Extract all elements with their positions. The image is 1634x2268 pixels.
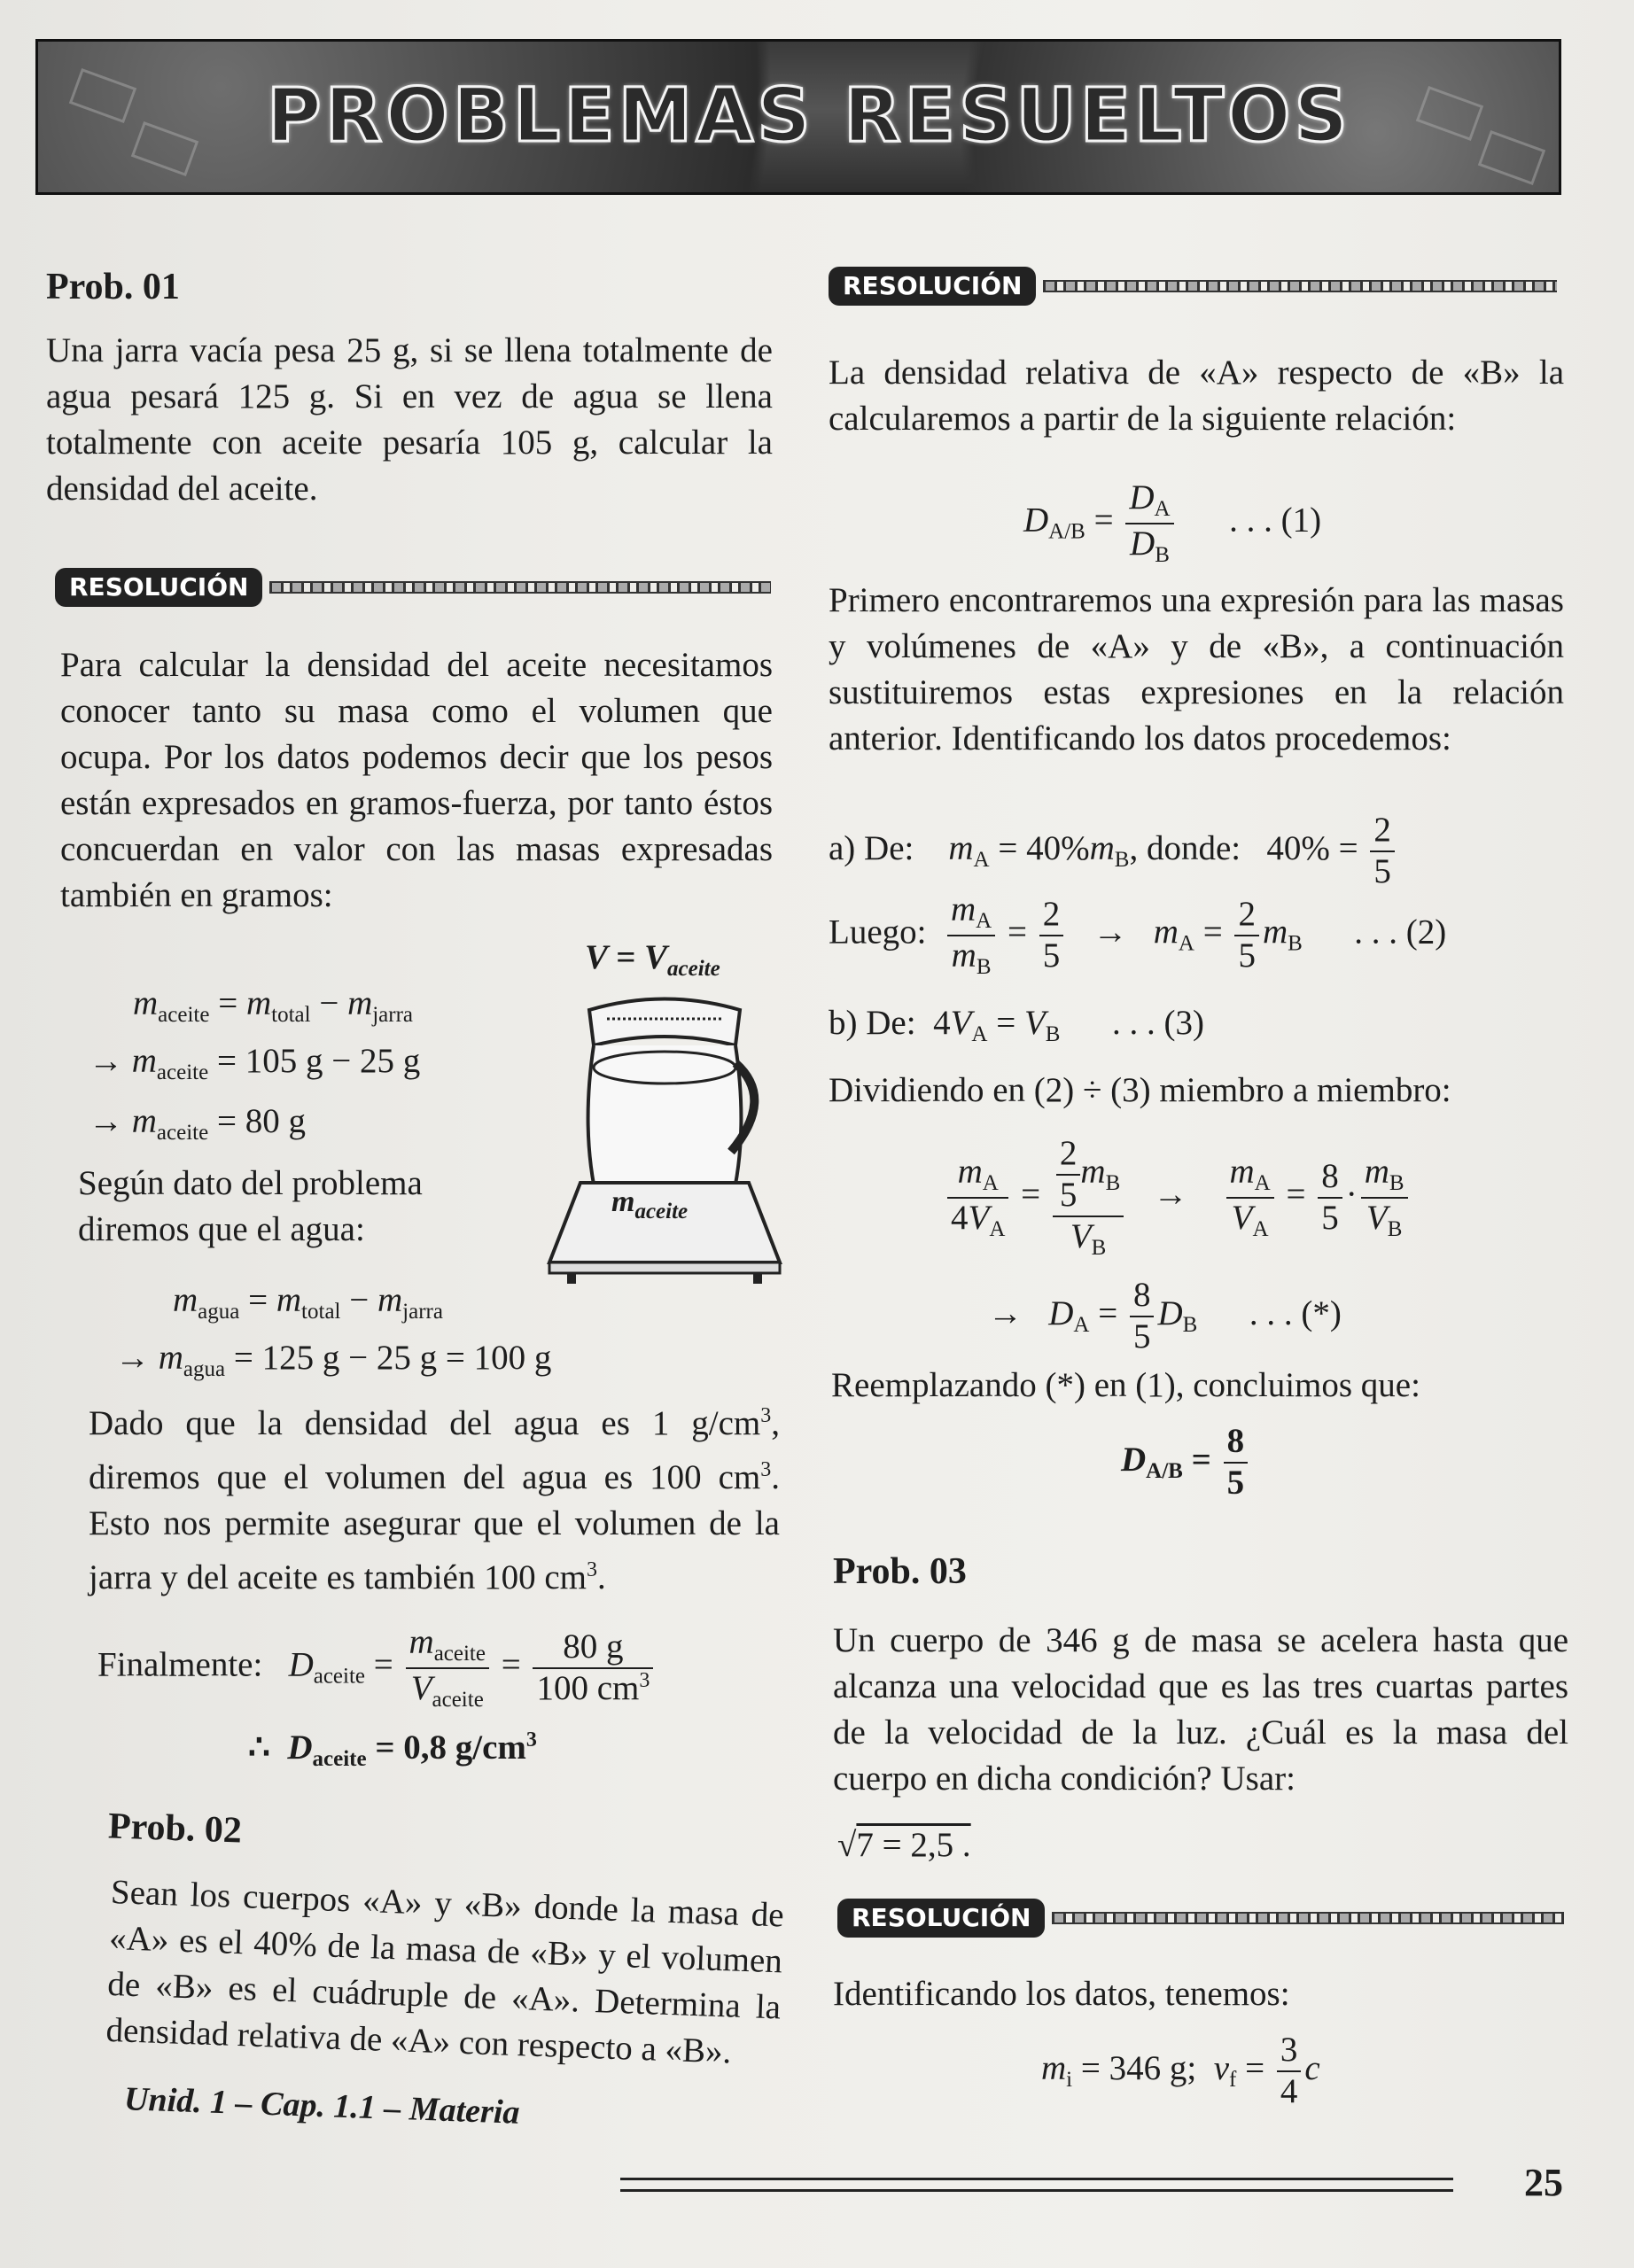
sqrt-data: √7 = 2,5 . — [837, 1826, 971, 1864]
eq-masa-aceite-values: → $m_{aceite} = 105$ g − 25 g — [89, 1042, 421, 1084]
jar-on-scale-figure — [545, 983, 784, 1302]
eq3-value: 80 g — [245, 1102, 306, 1140]
eq-luego: Luego: $\frac{m_A}{m_B}$ = $\frac{2}{5}$ → $m_A$ = $\frac{2}{5}$ $m_B$ . . . (2) — [829, 890, 1447, 979]
eq-masa-aceite: $m_{aceite} = m_{total} - m_{jarra}$ — [133, 984, 414, 1027]
header-banner — [35, 39, 1561, 195]
figure-volume-label: $V = V_{aceite}$ — [585, 938, 720, 981]
eq-result-dab: $D_{A/B}$ = $\frac{8}{5}$ — [1121, 1422, 1251, 1503]
resolucion-tag: RESOLUCIÓN — [837, 1899, 1045, 1938]
resolucion-tag: RESOLUCIÓN — [829, 267, 1036, 306]
prob03-resolucion-bar — [837, 1898, 1564, 1938]
prob02-statement: Sean los cuerpos «A» y «B» donde la masa de «A» es el 40% de la masa de «B» y el volumen de «B» es el cuádruple de «A». Determina la densidad relativa de «A» con respecto a «B». — [105, 1872, 785, 2071]
reemplazando-text: Reemplazando (*) en (1), concluimos que: — [831, 1366, 1420, 1404]
eq-division: $\frac{m_A}{4V_A}$ = $\frac{2}{5}$ $m_B$ $V_B$ → $\frac{m_A}{V_A}$ = $\frac{8}{5}$ · $\frac{m_B}{V_B}$ — [944, 1134, 1412, 1261]
prob03-datos: Identificando los datos, tenemos: — [833, 1975, 1290, 2013]
eq-a: a) De: $m_A = 40\%m_B$, donde: 40% = $\frac{2}{5}$ — [829, 811, 1398, 892]
eq-b: b) De: $4V_A = V_B$ . . . (3) — [829, 1004, 1204, 1046]
finalmente-eq: Finalmente: $D_{aceite}$ = $\frac{m_{aceite}}{V_{aceite}}$ = $\frac{80 g}{100 cm^3}$ — [97, 1623, 657, 1713]
figure-mass-label: $m_{aceite}$ — [611, 1185, 689, 1223]
eq-prob03-data: $m_i = 346$ g; $v_f$ = $\frac{3}{4}$ c — [1041, 2031, 1320, 2110]
footer-rule — [620, 2178, 1453, 2192]
eq-densidad-relativa: $D_{A/B}$ = $\frac{D_A}{D_B}$ . . . (1) — [1023, 478, 1322, 567]
footer-unit: Unid. 1 – Cap. 1.1 – Materia — [123, 2080, 521, 2132]
prob03-heading: Prob. 03 — [833, 1551, 967, 1592]
eq-masa-agua-values: → $m_{agua} = 125$ g − 25 g = 100 g — [115, 1339, 552, 1381]
page-title: PROBLEMAS RESUELTOS — [267, 72, 1351, 159]
densidad-text: Dado que la densidad del agua es 1 $g/cm^3$, diremos que el volumen del agua es 100 $cm^3$. Esto nos permite asegurar que el volumen de la jarra y del aceite es también 100 $cm^3$. — [89, 1404, 780, 1596]
dotted-rule — [1052, 1912, 1564, 1924]
resolucion-tag: RESOLUCIÓN — [55, 568, 262, 607]
relacion-intro: La densidad relativa de «A» respecto de «B» la calcularemos a partir de la siguiente relación: — [829, 353, 1564, 438]
eq2-value: 105 g − 25 g — [245, 1042, 421, 1080]
prob03-statement: Un cuerpo de 346 g de masa se acelera hasta que alcanza una velocidad que es las tres cuartas partes de la velocidad de la luz. ¿Cuál es la masa del cuerpo en dicha condición? Usar: — [833, 1621, 1568, 1798]
eq5-value: 125 g − 25 g = 100 g — [261, 1339, 552, 1377]
agua-text: Según dato del problema diremos que el agua: — [78, 1164, 423, 1248]
procedimiento-text: Primero encontraremos una expresión para las masas y volúmenes de «A» y de «B», a continuación sustituiremos estas expresiones en la relación anterior. Identificando los datos procedemos: — [829, 581, 1564, 757]
prob02-heading: Prob. 02 — [107, 1806, 243, 1852]
prob01-statement: Una jarra vacía pesa 25 g, si se llena totalmente de agua pesará 125 g. Si en vez de agua se llena totalmente con aceite pesaría 105 g, calcular la densidad del aceite. — [46, 331, 773, 508]
eq-masa-aceite-result: → $m_{aceite} = 80$ g — [89, 1102, 306, 1145]
eq-masa-agua: $m_{agua} = m_{total} - m_{jarra}$ — [173, 1281, 443, 1324]
eq-star: → $D_A$ = $\frac{8}{5}$ $D_B$ . . . (*) — [988, 1276, 1342, 1355]
final-result: ∴ $D_{aceite} = 0,8$ $g/cm^3$ — [248, 1728, 537, 1771]
dotted-rule — [269, 581, 771, 594]
page-number: 25 — [1524, 2161, 1563, 2204]
prob01-intro: Para calcular la densidad del aceite necesitamos conocer tanto su masa como el volumen que ocupa. Por los datos podemos decir que los pesos están expresados en gramos-fuerza, por tanto éstos concuerdan en valor con las masas expresadas también en gramos: — [60, 646, 773, 914]
prob02-resolucion-bar — [829, 266, 1557, 307]
prob01-heading: Prob. 01 — [46, 267, 180, 307]
prob01-resolucion-bar — [55, 567, 771, 608]
dividiendo-text: Dividiendo en (2) ÷ (3) miembro a miembro: — [829, 1071, 1451, 1109]
dotted-rule — [1043, 280, 1557, 292]
